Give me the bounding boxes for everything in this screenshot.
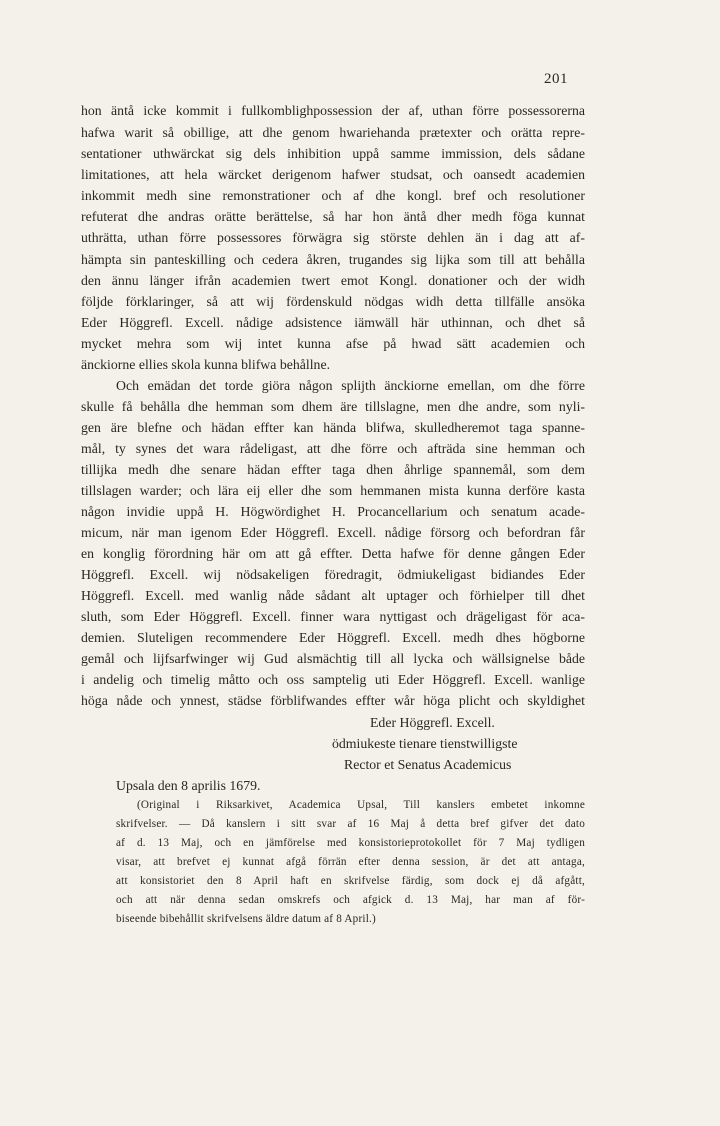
body-line: mål, ty synes det wara rådeligast, att dhe förre och afträda sine hemman och (81, 441, 585, 456)
body-line: inkommit medh sine remonstrationer och af dhe kongl. bref och resolutioner (81, 188, 585, 203)
body-line: uthrätta, uthan förre possessores förwägra sig störste dehlen än i dag att af- (81, 230, 585, 245)
body-line: hon äntå icke kommit i fullkomblighpossession der af, uthan förre possessorerna (81, 103, 585, 118)
body-line: micum, när man igenom Eder Höggrefl. Excell. nådige försorg och befordran får (81, 525, 585, 540)
place-date: Upsala den 8 aprilis 1679. (116, 778, 261, 793)
body-line: refuterat dhe andras orätte berättelse, så har hon äntå dher medh föga kunnat (81, 209, 585, 224)
editorial-note-line: biseende bibehållit skrifvelsens äldre datum af 8 April.) (116, 913, 376, 925)
editorial-note-line: af d. 13 Maj, och en jämförelse med konsistorieprotokollet för 7 Maj tydligen (116, 837, 585, 849)
editorial-note-line: och att när denna sedan omskrefs och afgick d. 13 Maj, har man af för- (116, 894, 585, 906)
body-line: gemål och lijfsarfwinger wij Gud alsmächtig till all lycka och wällsignelse både (81, 651, 585, 666)
body-line: följde förklaringer, så att wij fördenskuld nödgas widh detta tillfälle ansöka (81, 294, 585, 309)
body-line: någon invidie uppå H. Högwördighet H. Procancellarium och senatum acade- (81, 504, 585, 519)
closing-servants: ödmiukeste tienare tienstwilligste (332, 736, 518, 751)
body-line: sluth, som Eder Höggrefl. Excell. finner wara nyttigast och drägeligast för aca- (81, 609, 585, 624)
body-line: mycket mehra som wij intet kunna afse på hwad sätt academien och (81, 336, 585, 351)
body-line: tillijka medh dhe senare hädan effter taga dhen åhrlige spannemål, som dem (81, 462, 585, 477)
body-line: tillslagen warder; och lära eij eller dhe som hemmanen mista kunna derföre kasta (81, 483, 585, 498)
body-line: Höggrefl. Excell. med wanlig nåde sådant alt uptager och förhielper till dhet (81, 588, 585, 603)
editorial-note-line: (Original i Riksarkivet, Academica Upsal, Till kanslers embetet inkomne (137, 799, 585, 811)
body-line: en konglig förordning här om att gå effter. Detta hafwe för denne gången Eder (81, 546, 585, 561)
closing-salutation: Eder Höggrefl. Excell. (370, 715, 495, 730)
body-line: änckiorne ellies skola kunna blifwa behållne. (81, 357, 331, 372)
editorial-note-line: att konsistoriet den 8 April haft en skrifvelse färdig, som dock ej då afgått, (116, 875, 585, 887)
page-number: 201 (544, 71, 568, 87)
editorial-note-line: visar, att brefvet ej kunnat afgå förrän efter denna session, är det att antaga, (116, 856, 585, 868)
editorial-note-line: skrifvelser. — Då kanslern i sitt svar af 16 Maj å detta bref gifver det dato (116, 818, 585, 830)
body-line: hämpta sin panteskilling och cedera åkren, trugandes sig lijka som till att behålla (81, 252, 585, 267)
body-line: gen äre blefne och hädan effter kan hända blifwa, skulledheremot taga spanne- (81, 420, 585, 435)
body-line: i andelig och timelig måtto och oss samptelig uti Eder Höggrefl. Excell. wanlige (81, 672, 585, 687)
body-line: limitationes, att hela wärcket derigenom hafwer studsat, och oansedt academien (81, 167, 585, 182)
body-line-indented: Och emädan det torde giöra någon splijth änckiorne emellan, om dhe förre (116, 378, 585, 393)
body-line: Höggrefl. Excell. wij nödsakeligen föredragit, ödmiukeligast bidiandes Eder (81, 567, 585, 582)
body-line: den ännu länger ifrån academien twert emot Kongl. donationer och der widh (81, 273, 585, 288)
closing-signatory: Rector et Senatus Academicus (344, 757, 512, 772)
body-line: demien. Sluteligen recommendere Eder Höggrefl. Excell. medh dhes högborne (81, 630, 585, 645)
body-line: sentationer uthwärckat sig dels inhibition uppå samme immission, dels sådane (81, 146, 585, 161)
body-line: hafwa warit så obillige, att dhe genom hwariehanda prætexter och orätta repre- (81, 125, 585, 140)
body-line: skulle få behålla dhe hemman som dhem äre tillslagne, men dhe andre, som nyli- (81, 399, 585, 414)
body-line: höga nåde och ynnest, städse förblifwandes effter wår höga plicht och skyldighet (81, 693, 585, 708)
body-line: Eder Höggrefl. Excell. nådige adsistence iämwäll här uthinnan, och dhet så (81, 315, 585, 330)
